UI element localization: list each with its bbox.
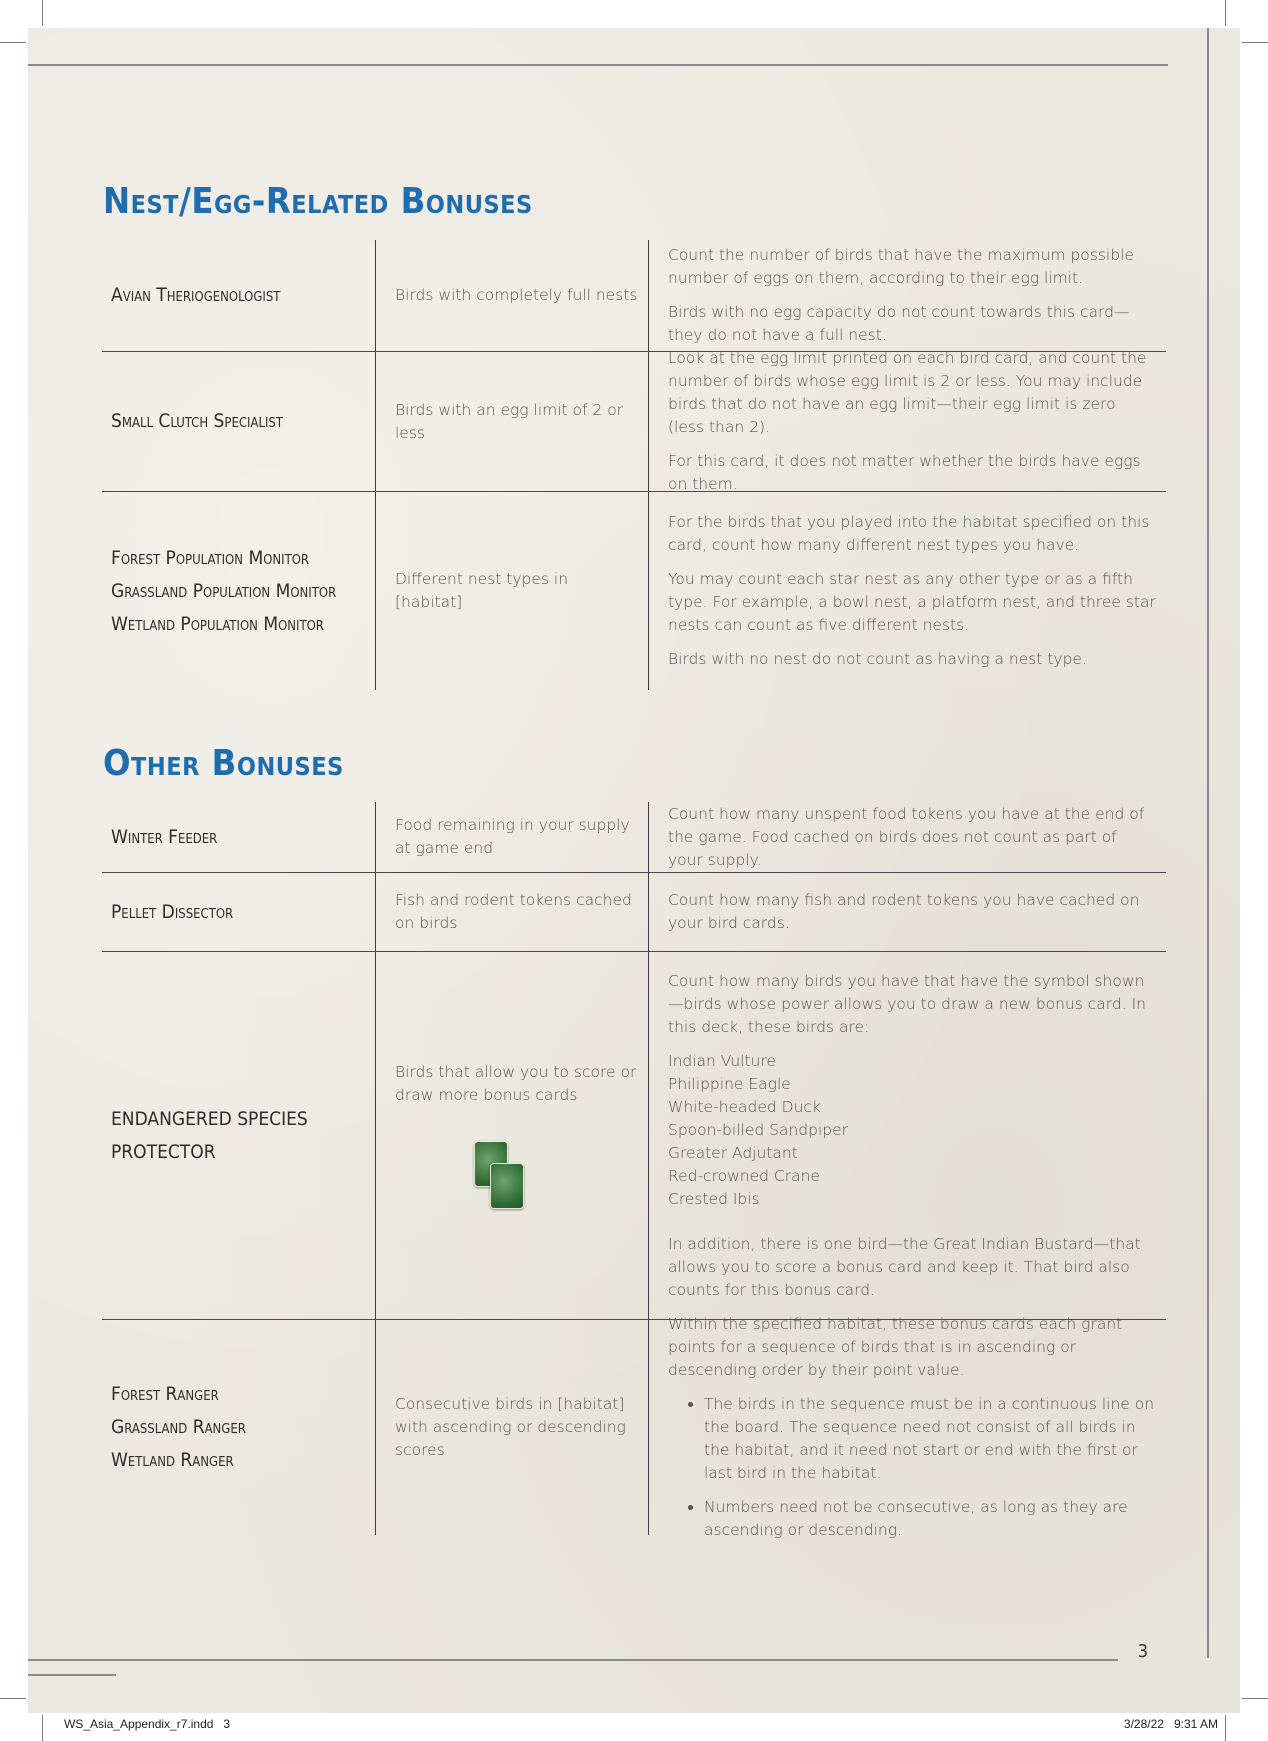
bird-name: Greater Adjutant: [668, 1143, 798, 1162]
table-row: [102, 802, 1166, 873]
right-rule: [1207, 28, 1209, 1658]
bonus-name-cell: [102, 492, 375, 690]
description-paragraph: Within the specified habitat, these bonus cards each grant points for a sequence of birds that is in ascending or descending order by their point value.: [668, 1315, 1123, 1379]
table-row: [102, 492, 1166, 690]
condition-cell: [375, 352, 648, 491]
bonus-name-cell: [102, 1320, 375, 1535]
bonus-condition: Fish and rodent tokens cached on birds: [395, 891, 632, 932]
rule-list-item: • The birds in the sequence must be in a continuous line on the board. The sequence need not consist of all birds in the habitat, and it need not start or end with the first or last bird in the habitat.: [704, 1393, 1156, 1485]
bonus-name: Winter Feeder: [111, 825, 218, 848]
description-paragraph: Count how many unspent food tokens you have at the end of the game. Food cached on birds does not count as part of your supply.: [668, 804, 1145, 869]
bird-name: Indian Vulture: [668, 1051, 776, 1070]
crop-mark: [1225, 1715, 1226, 1741]
bonus-condition: Food remaining in your supply at game end: [395, 816, 630, 857]
description-cell: [648, 802, 1166, 872]
table-row: [102, 873, 1166, 952]
bonus-name: Wetland Ranger: [111, 1449, 234, 1471]
top-rule: [28, 64, 1168, 66]
description-paragraph: Look at the egg limit printed on each bird card, and count the number of birds whose egg limit is 2 or less. You may include birds that do not have an egg limit—their egg limit is zero (less than 2).: [668, 349, 1147, 436]
bird-name: White-headed Duck: [668, 1097, 821, 1116]
bonus-card-symbol-icon: [474, 1141, 526, 1211]
bonus-name: ENDANGERED SPECIES PROTECTOR: [111, 1107, 308, 1163]
description-paragraph: For this card, it does not matter whether the birds have eggs on them.: [668, 452, 1141, 493]
description-cell: [648, 492, 1166, 690]
bird-name: Spoon-billed Sandpiper: [668, 1120, 849, 1139]
bottom-rule: [28, 1659, 1118, 1661]
other-bonus-table: [102, 802, 1166, 1539]
slug-timestamp: 3/28/22 9:31 AM: [1123, 1717, 1218, 1731]
description-cell: [648, 952, 1166, 1319]
description-paragraph: Count how many birds you have that have the symbol shown—birds whose power allows you to draw a new bonus card. In this deck, these birds are:: [668, 971, 1146, 1036]
description-paragraph: Birds with no egg capacity do not count towards this card—they do not have a full nest.: [668, 303, 1130, 344]
description-cell: [648, 240, 1166, 351]
bonus-name: Wetland Population Monitor: [111, 612, 324, 635]
crop-mark: [42, 1715, 43, 1741]
bonus-condition: Consecutive birds in [habitat] with ascending or descending scores: [395, 1395, 626, 1459]
bonus-name: Forest Ranger: [111, 1383, 219, 1405]
description-cell: [648, 349, 1166, 493]
crop-mark: [1242, 1698, 1268, 1699]
table-row: [102, 240, 1166, 352]
bird-name: Crested Ibis: [668, 1189, 760, 1208]
condition-cell: [375, 952, 648, 1319]
condition-cell: [375, 802, 648, 872]
section-title-other: Other Bonuses: [103, 743, 344, 784]
bonus-name: Grassland Ranger: [111, 1416, 246, 1438]
condition-cell: [375, 1320, 648, 1535]
section-title-nest: Nest/Egg-Related Bonuses: [103, 181, 533, 222]
bonus-name: Grassland Population Monitor: [111, 579, 337, 602]
condition-cell: [375, 492, 648, 690]
slug-filename: WS_Asia_Appendix_r7.indd 3: [64, 1717, 231, 1731]
bird-list: [668, 1050, 1156, 1211]
description-paragraph: You may count each star nest as any other type or as a fifth type. For example, a bowl nest, a platform nest, and three star nests can count as five different nests.: [668, 570, 1156, 634]
bonus-name: Forest Population Monitor: [111, 546, 310, 569]
crop-mark: [1242, 42, 1268, 43]
bonus-condition: Birds that allow you to score or draw more bonus cards: [395, 1062, 637, 1104]
description-cell: [648, 873, 1166, 951]
bonus-card-front-icon: [490, 1163, 524, 1209]
bottom-rule-short: [28, 1674, 116, 1676]
bonus-condition: Birds with completely full nests: [395, 286, 638, 304]
description-paragraph: For the birds that you played into the habitat specified on this card, count how many different nest types you have.: [668, 513, 1150, 554]
bonus-name-cell: [102, 802, 375, 872]
table-row: [102, 1315, 1166, 1539]
bonus-name: Small Clutch Specialist: [111, 410, 283, 432]
table-row: [102, 952, 1166, 1320]
description-cell: [648, 1315, 1166, 1539]
crop-mark: [0, 1698, 26, 1699]
page-number: 3: [1137, 1641, 1148, 1662]
table-row: [102, 349, 1166, 493]
condition-cell: [375, 873, 648, 951]
description-paragraph: Count how many fish and rodent tokens you have cached on your bird cards.: [668, 891, 1140, 932]
nest-bonus-table: [102, 240, 1166, 690]
bonus-name-cell: [102, 352, 375, 491]
bird-name: Red-crowned Crane: [668, 1166, 820, 1185]
description-paragraph: In addition, there is one bird—the Great Indian Bustard—that allows you to score a bonus card and keep it. That bird also counts for this bonus card.: [668, 1234, 1141, 1299]
rule-list: [668, 1393, 1156, 1542]
crop-mark: [42, 0, 43, 26]
description-paragraph: Birds with no nest do not count as having a nest type.: [668, 650, 1087, 668]
bonus-name-cell: [102, 873, 375, 951]
bonus-condition: Birds with an egg limit of 2 or less: [395, 400, 624, 442]
crop-mark: [1225, 0, 1226, 26]
bonus-name: Pellet Dissector: [111, 900, 234, 923]
bonus-name-cell: [102, 240, 375, 351]
bonus-name-cell: [102, 952, 375, 1319]
bonus-condition: Different nest types in [habitat]: [395, 570, 569, 611]
crop-mark: [0, 42, 26, 43]
condition-cell: [375, 240, 648, 351]
bonus-name: Avian Theriogenologist: [111, 284, 281, 306]
description-paragraph: Count the number of birds that have the maximum possible number of eggs on them, according to their egg limit.: [668, 246, 1134, 287]
rule-list-item: • Numbers need not be consecutive, as long as they are ascending or descending.: [704, 1496, 1156, 1542]
bird-name: Philippine Eagle: [668, 1074, 791, 1093]
